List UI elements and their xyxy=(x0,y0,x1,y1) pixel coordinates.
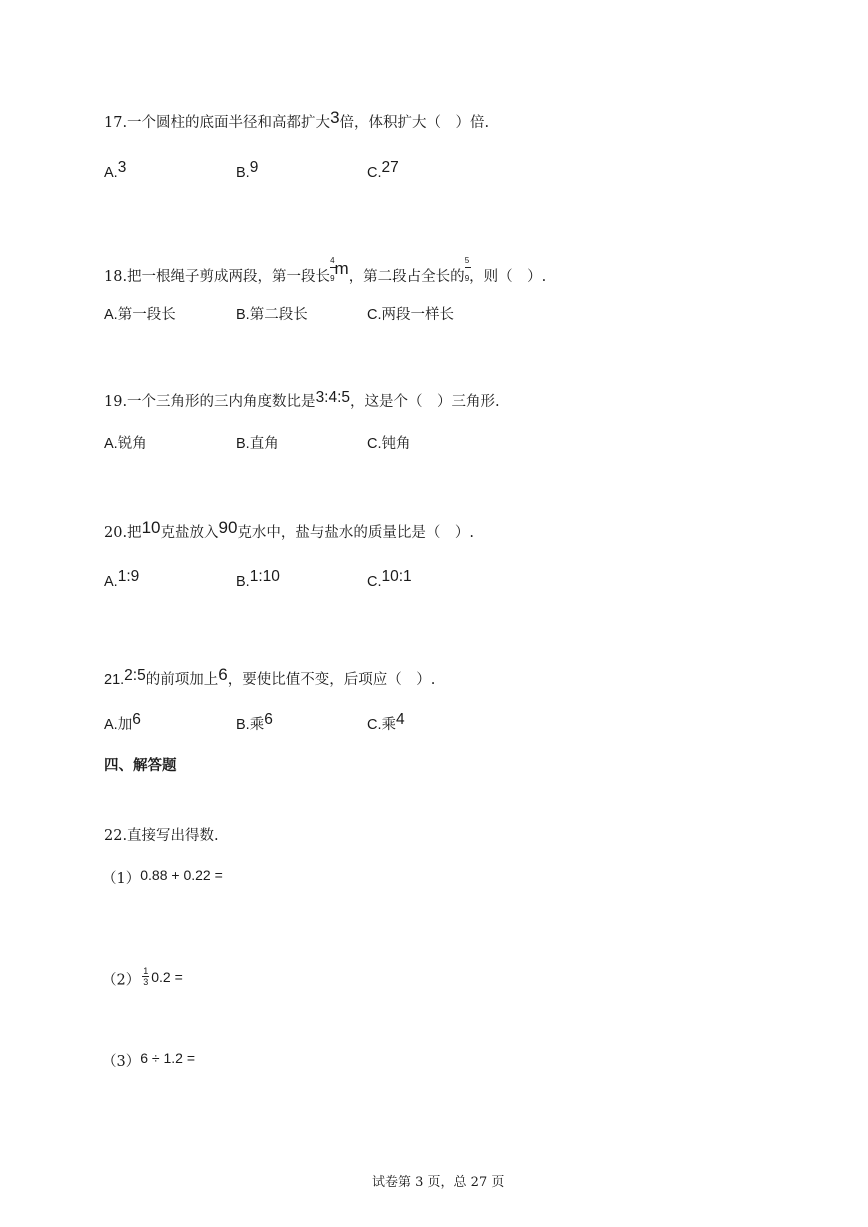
question-17-stem: 17.一个圆柱的底面半径和高都扩大3倍，体积扩大（ ）倍. xyxy=(104,108,490,131)
q17-number: 3 xyxy=(330,108,340,127)
question-18-stem: 18.把一根绳子剪成两段，第一段长 $\frac{4}{9}m$，第二段占全长的 $\frac{5}{9}$，则（ ）. xyxy=(104,256,547,285)
q22-fraction: $\frac{1}{3}$ xyxy=(143,966,149,987)
q17-option-b: B.9 xyxy=(236,159,259,181)
q17-option-c: C.27 xyxy=(367,159,399,181)
q19-option-a: A.锐角 xyxy=(104,436,147,452)
question-20-stem: 20.把10克盐放入90克水中，盐与盐水的质量比是（ ）. xyxy=(104,518,475,541)
q21-option-b: B.乘6 xyxy=(236,711,273,733)
q17-option-a: A.3 xyxy=(104,159,127,181)
q21-ratio: 2:5 xyxy=(124,667,146,684)
q22-item-1: （1）0.88 + 0.22 = xyxy=(102,867,223,887)
q22-item-2: （2） $\frac{1}{3}$ 0.2 = xyxy=(102,966,183,989)
q20-number-water: 90 xyxy=(218,518,238,537)
q18-option-c: C.两段一样长 xyxy=(367,307,454,323)
q18-fraction-first: $\frac{4}{9}$ xyxy=(330,256,335,283)
q20-option-a: A.1:9 xyxy=(104,568,140,590)
q19-option-b: B.直角 xyxy=(236,436,279,452)
question-19-stem: 19.一个三角形的三内角度数比是3:4:5，这是个（ ）三角形. xyxy=(104,389,500,410)
q20-number-salt: 10 xyxy=(141,518,161,537)
q18-fraction-second: $\frac{5}{9}$ xyxy=(464,256,470,283)
q18-option-b: B.第二段长 xyxy=(236,307,308,323)
page-footer: 试卷第 3 页，总 27 页 xyxy=(372,1175,505,1190)
q19-ratio: 3:4:5 xyxy=(315,389,351,406)
q18-option-a: A.第一段长 xyxy=(104,307,176,323)
q20-option-b: B.1:10 xyxy=(236,568,280,590)
q21-option-a: A.加6 xyxy=(104,711,141,733)
question-22-stem: 22.直接写出得数. xyxy=(104,828,219,844)
q21-option-c: C.乘4 xyxy=(367,711,405,733)
q20-option-c: C.10:1 xyxy=(367,568,412,590)
section-heading: 四、解答题 xyxy=(104,757,177,774)
q22-item-3: （3）6 ÷ 1.2 = xyxy=(102,1050,196,1070)
question-21-stem: 21.2:5的前项加上6，要使比值不变，后项应（ ）. xyxy=(104,665,436,688)
q21-number: 6 xyxy=(218,665,228,684)
q19-option-c: C.钝角 xyxy=(367,436,411,452)
